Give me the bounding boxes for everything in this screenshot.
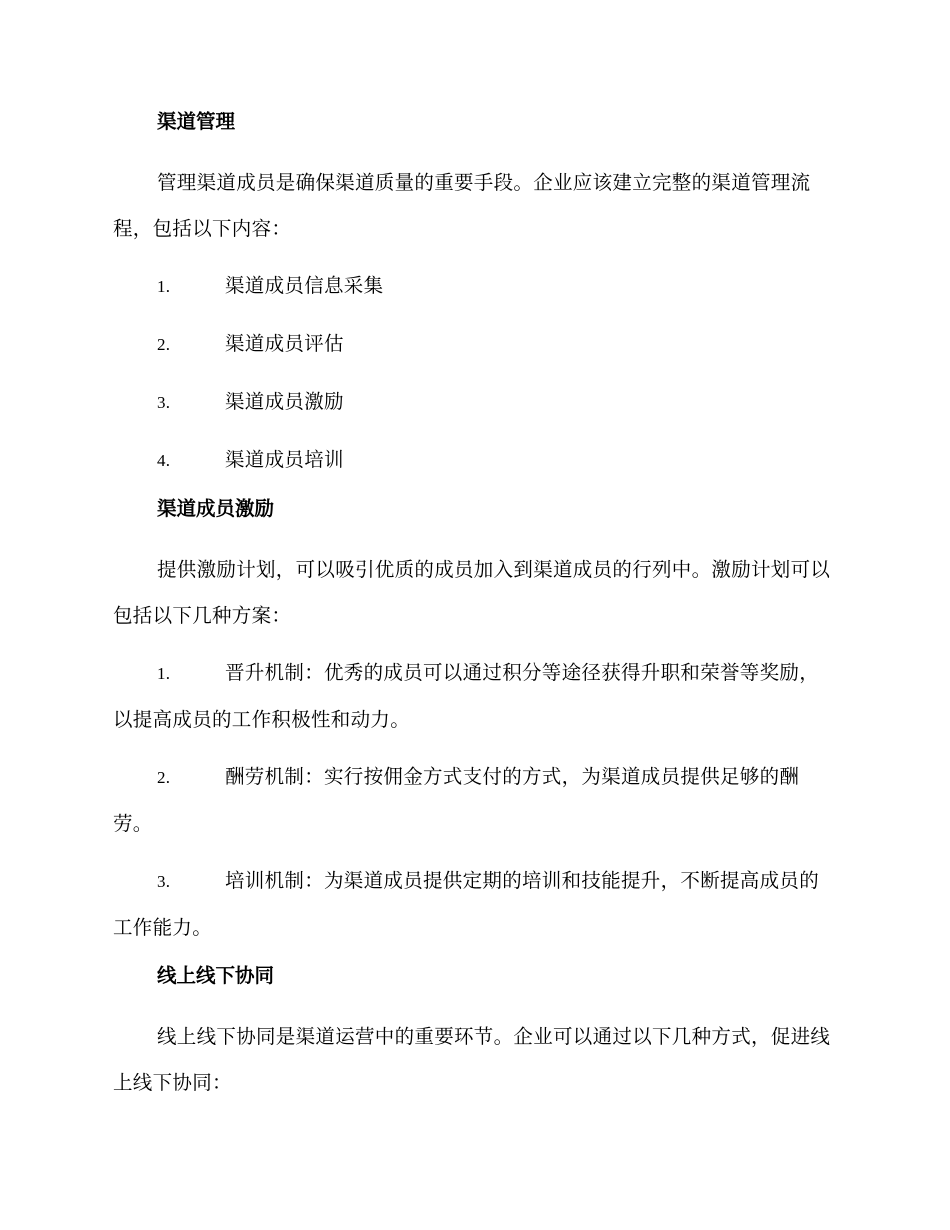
list-text: 渠道成员评估 [225, 332, 344, 355]
list-text: 渠道成员信息采集 [225, 274, 384, 297]
list-number: 2. [157, 768, 171, 787]
list-number: 1. [157, 664, 171, 683]
list-number: 3. [157, 872, 171, 891]
list-text: 晋升机制：优秀的成员可以通过积分等途径获得升职和荣誉等奖励，以提高成员的工作积极性和动力。 [113, 661, 820, 731]
list-number: 2. [157, 335, 171, 354]
list-number: 4. [157, 451, 171, 470]
section-heading: 渠道成员激励 [157, 497, 275, 520]
section-heading: 渠道管理 [157, 110, 236, 133]
list-text: 培训机制：为渠道成员提供定期的培训和技能提升，不断提高成员的工作能力。 [113, 869, 820, 939]
list-item [113, 754, 831, 847]
list-item [113, 263, 831, 310]
list-item [113, 379, 831, 426]
list-item [113, 437, 831, 484]
section-intro: 管理渠道成员是确保渠道质量的重要手段。企业应该建立完整的渠道管理流程，包括以下内容： [113, 171, 811, 240]
section-intro: 提供激励计划，可以吸引优质的成员加入到渠道成员的行列中。激励计划可以包括以下几种方案： [113, 558, 831, 627]
list-item [113, 650, 831, 743]
list-number: 3. [157, 393, 171, 412]
list-text: 渠道成员培训 [225, 448, 344, 471]
list-text: 渠道成员激励 [225, 390, 344, 413]
list-number: 1. [157, 277, 171, 296]
list-item [113, 858, 831, 951]
list-item [113, 321, 831, 368]
document-body [113, 108, 831, 1106]
section-intro: 线上线下协同是渠道运营中的重要环节。企业可以通过以下几种方式，促进线上线下协同： [113, 1025, 831, 1094]
section-heading: 线上线下协同 [157, 964, 275, 987]
list-text: 酬劳机制：实行按佣金方式支付的方式，为渠道成员提供足够的酬劳。 [113, 765, 800, 835]
